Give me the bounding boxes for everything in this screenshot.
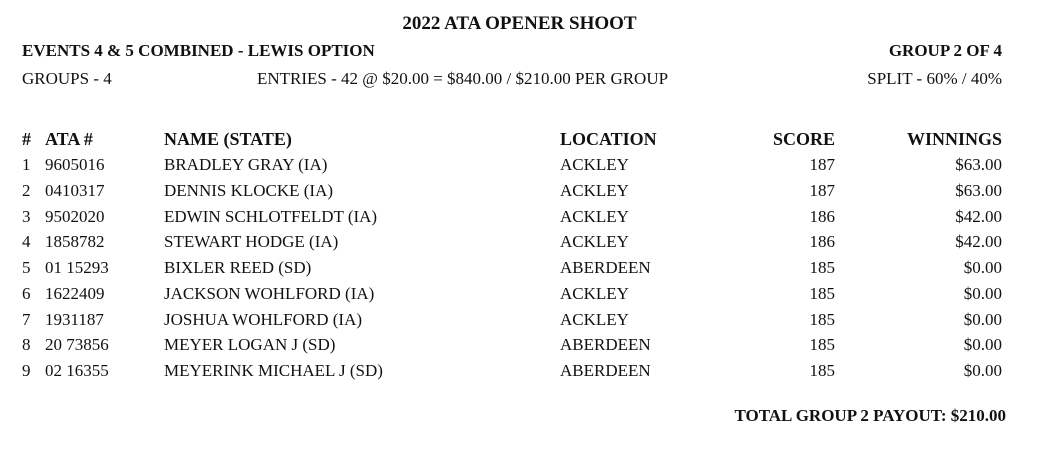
- row-score: 186: [809, 232, 835, 251]
- event-title: EVENTS 4 & 5 COMBINED - LEWIS OPTION: [22, 41, 375, 60]
- table-row: [0, 335, 1039, 361]
- row-location: ABERDEEN: [560, 335, 651, 354]
- row-num: 2: [22, 181, 31, 200]
- row-winnings: $0.00: [963, 361, 1002, 380]
- col-name-header: NAME (STATE): [164, 129, 292, 149]
- row-location: ABERDEEN: [560, 361, 651, 380]
- table-row: [0, 232, 1039, 258]
- col-num-header: #: [22, 129, 31, 149]
- row-winnings: $0.00: [963, 310, 1002, 329]
- row-score: 185: [809, 361, 835, 380]
- table-row: [0, 155, 1039, 181]
- table-row: [0, 310, 1039, 336]
- row-score: 187: [809, 155, 835, 174]
- row-name: DENNIS KLOCKE (IA): [164, 181, 334, 200]
- row-name: BIXLER REED (SD): [164, 258, 312, 277]
- row-location: ABERDEEN: [560, 258, 651, 277]
- row-ata: 9605016: [45, 155, 105, 174]
- row-score: 185: [809, 310, 835, 329]
- row-ata: 02 16355: [45, 361, 109, 380]
- table-row: [0, 258, 1039, 284]
- row-num: 6: [22, 284, 31, 303]
- col-location-header: LOCATION: [560, 129, 657, 149]
- row-winnings: $42.00: [955, 207, 1002, 226]
- split-info: SPLIT - 60% / 40%: [867, 69, 1002, 88]
- row-num: 7: [22, 310, 31, 329]
- row-name: MEYERINK MICHAEL J (SD): [164, 361, 383, 380]
- row-winnings: $0.00: [963, 335, 1002, 354]
- row-location: ACKLEY: [560, 232, 629, 251]
- row-winnings: $42.00: [955, 232, 1002, 251]
- row-ata: 1622409: [45, 284, 105, 303]
- entries-summary: ENTRIES - 42 @ $20.00 = $840.00 / $210.00 PER GROUP: [257, 69, 669, 88]
- row-score: 185: [809, 258, 835, 277]
- row-ata: 1858782: [45, 232, 105, 251]
- row-name: EDWIN SCHLOTFELDT (IA): [164, 207, 378, 226]
- row-num: 5: [22, 258, 31, 277]
- group-label: GROUP 2 OF 4: [888, 41, 1002, 60]
- row-score: 185: [809, 284, 835, 303]
- table-row: [0, 207, 1039, 233]
- col-ata-header: ATA #: [45, 129, 93, 149]
- row-name: STEWART HODGE (IA): [164, 232, 339, 251]
- col-score-header: SCORE: [772, 129, 835, 149]
- row-winnings: $0.00: [963, 284, 1002, 303]
- row-ata: 0410317: [45, 181, 105, 200]
- row-winnings: $63.00: [955, 155, 1002, 174]
- row-location: ACKLEY: [560, 155, 629, 174]
- groups-count: GROUPS - 4: [22, 69, 112, 88]
- row-num: 3: [22, 207, 31, 226]
- col-winnings-header: WINNINGS: [906, 129, 1002, 149]
- row-winnings: $0.00: [963, 258, 1002, 277]
- row-winnings: $63.00: [955, 181, 1002, 200]
- page-title: 2022 ATA OPENER SHOOT: [402, 13, 637, 34]
- table-row: [0, 361, 1039, 387]
- row-location: ACKLEY: [560, 284, 629, 303]
- table-row: [0, 181, 1039, 207]
- row-name: JOSHUA WOHLFORD (IA): [164, 310, 363, 329]
- row-num: 4: [22, 232, 31, 251]
- row-location: ACKLEY: [560, 207, 629, 226]
- row-ata: 1931187: [45, 310, 104, 329]
- row-num: 8: [22, 335, 31, 354]
- row-location: ACKLEY: [560, 181, 629, 200]
- row-ata: 01 15293: [45, 258, 109, 277]
- row-score: 186: [809, 207, 835, 226]
- table-row: [0, 284, 1039, 310]
- row-name: MEYER LOGAN J (SD): [164, 335, 336, 354]
- row-ata: 9502020: [45, 207, 105, 226]
- total-payout: TOTAL GROUP 2 PAYOUT: $210.00: [734, 406, 1006, 425]
- row-location: ACKLEY: [560, 310, 629, 329]
- row-score: 187: [809, 181, 835, 200]
- row-score: 185: [809, 335, 835, 354]
- row-num: 1: [22, 155, 31, 174]
- row-num: 9: [22, 361, 31, 380]
- row-name: JACKSON WOHLFORD (IA): [164, 284, 375, 303]
- row-name: BRADLEY GRAY (IA): [164, 155, 328, 174]
- row-ata: 20 73856: [45, 335, 109, 354]
